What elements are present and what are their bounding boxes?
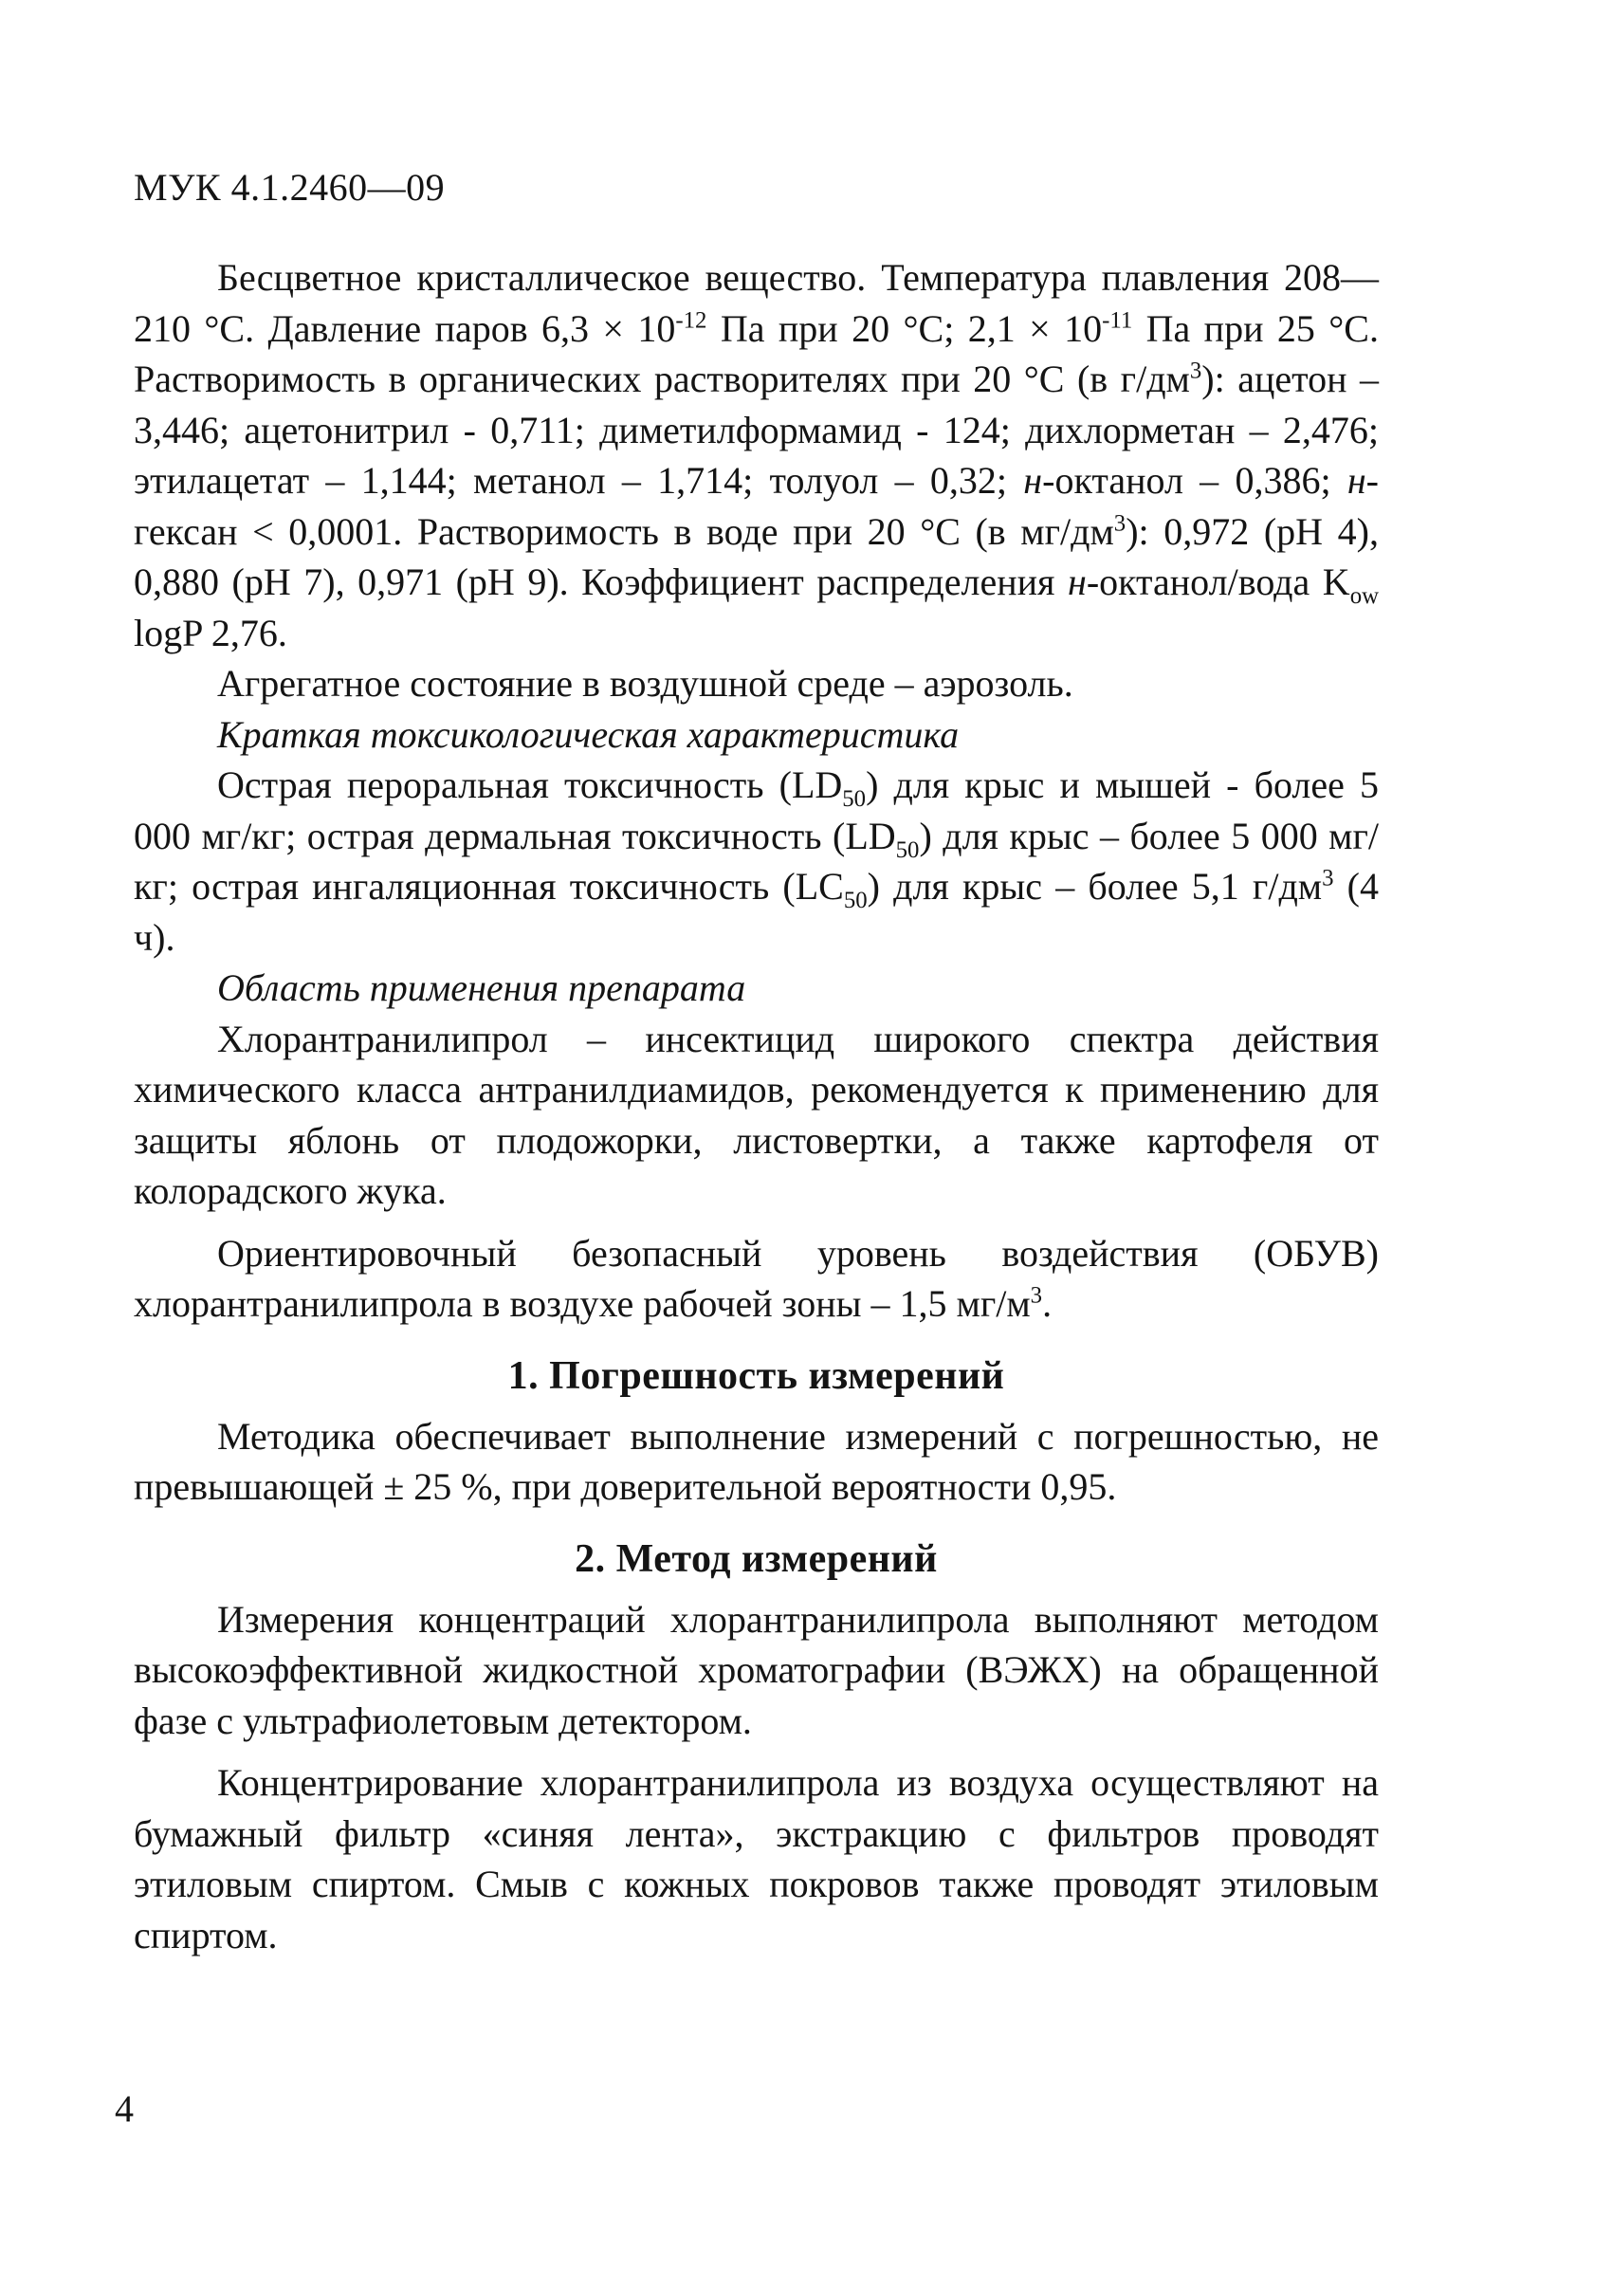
text-segment: -гексан < 0,0001. Растворимость в воде при 20 °С (в мг/дм [134, 459, 1379, 553]
text-segment: Острая пероральная токсичность (LD [217, 763, 843, 806]
text-segment: Па при 25 °С. Растворимость в органических растворителях при 20 °С (в г/дм [134, 306, 1379, 400]
superscript: 3 [1113, 510, 1127, 537]
text-segment: ): 0,972 (рН 4), 0,880 (рН 7), 0,971 (рН 9). Коэффициент распределения [134, 509, 1379, 603]
toxicology-subheading: Краткая токсикологическая характеристика [217, 712, 960, 756]
page-content [134, 252, 1379, 1960]
subscript: ow [1349, 583, 1380, 609]
text-segment: Па при 20 °С; 2,1 × 10 [706, 306, 1103, 350]
subscript: 50 [895, 836, 920, 863]
text-segment: -октанол – 0,386; [1042, 459, 1347, 502]
superscript: 3 [1030, 1282, 1043, 1309]
text-segment: ) для крыс и мышей - более 5 000 мг/кг; острая дермальная токсичность (LD [134, 763, 1379, 857]
italic-letter: н [1067, 560, 1087, 603]
text-segment: Бесцветное кристаллическое вещество. Температура плавления 208—210 °С. Давление паров 6,3 × 10 [134, 256, 1379, 350]
text-segment: Ориентировочный безопасный уровень воздействия (ОБУВ) хлорантранилипрола в воздухе рабочей зоны – 1,5 мг/м [134, 1231, 1379, 1325]
page-number: 4 [115, 2087, 134, 2130]
aggregate-state-paragraph: Агрегатное состояние в воздушной среде – аэрозоль. [217, 662, 1073, 705]
text-segment: ): ацетон – 3,446; ацетонитрил - 0,711; диметилформамид - 124; дихлорметан – 2,476; этилацетат – 1,144; метанол – 1,714; толуол – 0,32; [134, 358, 1379, 502]
document-code: МУК 4.1.2460—09 [134, 166, 446, 209]
text-segment: (4 ч). [134, 865, 1379, 959]
text-segment: logP 2,76. [134, 611, 287, 654]
subscript: 50 [842, 786, 867, 812]
superscript: 3 [1189, 358, 1202, 384]
text-segment: ) для крыс – более 5 000 мг/кг; острая ингаляционная токсичность (LC [134, 814, 1380, 908]
superscript: -12 [675, 307, 707, 334]
text-segment: . [1042, 1282, 1053, 1325]
italic-letter: н [1346, 459, 1366, 502]
subscript: 50 [843, 888, 868, 913]
obuv-paragraph [134, 1228, 1379, 1330]
toxicity-paragraph [134, 760, 1379, 963]
section-2-text-1: Измерения концентраций хлорантранилипрола выполняют методом высокоэффективной жидкостной хроматографии (ВЭЖХ) на обращенной фазе с ультрафиолетовым детектором. [134, 1597, 1379, 1742]
section-2-title: 2. Метод измерений [575, 1536, 938, 1581]
substance-properties-paragraph [134, 252, 1379, 658]
superscript: 3 [1322, 865, 1334, 891]
text-segment: -октанол/вода K [1086, 560, 1350, 603]
section-1-title: 1. Погрешность измерений [507, 1353, 1005, 1398]
italic-letter: н [1023, 459, 1043, 502]
section-1-text: Методика обеспечивает выполнение измерений с погрешностью, не превышающей ± 25 %, при доверительной вероятности 0,95. [134, 1414, 1379, 1508]
text-segment: ) для крыс – более 5,1 г/дм [867, 865, 1323, 908]
section-2-text-2: Концентрирование хлорантранилипрола из воздуха осуществляют на бумажный фильтр «синяя лента», экстракцию с фильтров проводят этиловым спиртом. Смыв с кожных покровов также проводят этиловым спиртом. [134, 1761, 1379, 1956]
application-paragraph: Хлорантранилипрол – инсектицид широкого спектра действия химического класса антранилдиамидов, рекомендуется к применению для защиты яблонь от плодожорки, листовертки, а также картофеля от колорадского жука. [134, 1017, 1379, 1212]
application-subheading: Область применения препарата [217, 966, 746, 1009]
superscript: -11 [1102, 307, 1133, 334]
